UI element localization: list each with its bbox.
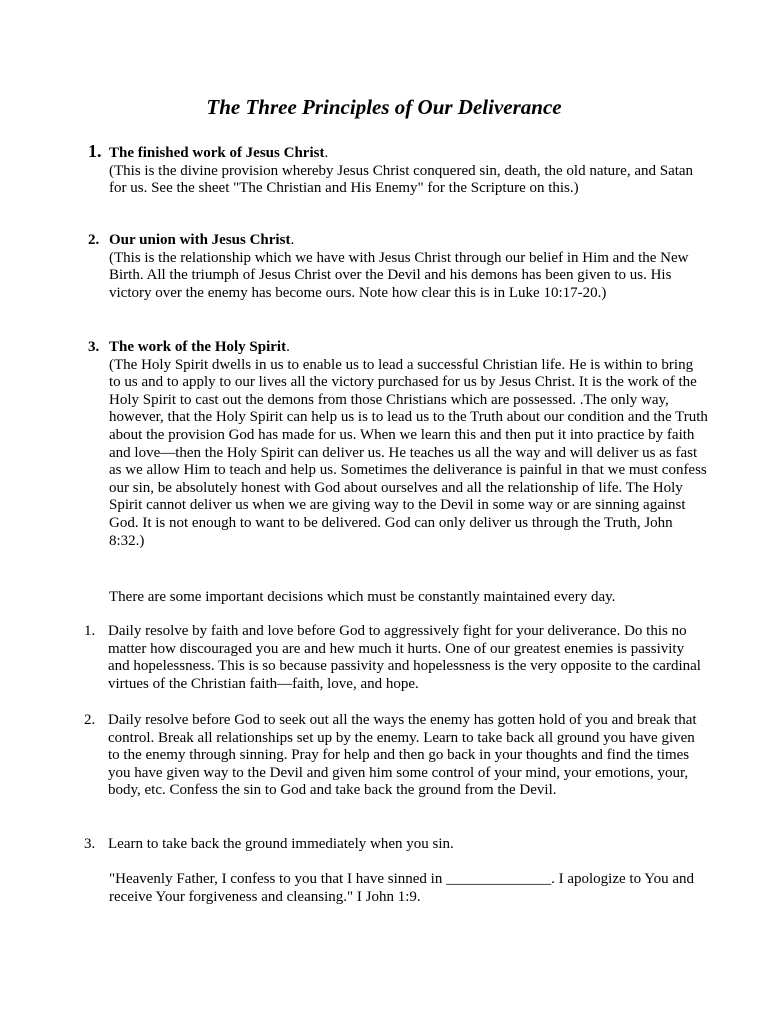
decision-1: [84, 623, 704, 693]
principle-number: 1.: [88, 141, 102, 161]
decision-3: [84, 836, 704, 854]
decision-text: Daily resolve by faith and love before God to aggressively fight for your deliverance. Do this no matter how discouraged you are and hew much it hurts. One of our greatest enemies is passivity and hopelessness. This is so because passivity and hopelessness is the very opposite to the cardinal virtues of the Christian faith—faith, love, and hope.: [108, 623, 701, 692]
decision-text: Daily resolve before God to seek out all the ways the enemy has gotten hold of you and break that control. Break all relationships set up by the enemy. Learn to take back all ground you have given to the enemy through sinning. Pray for help and then go back in your thoughts and find the times you have given way to the Devil and given him some control of your mind, your emotions, your, body, etc. Confess the sin to God and take back the ground from the Devil.: [108, 712, 697, 799]
principle-text: (This is the divine provision whereby Jesus Christ conquered sin, death, the old nature, and Satan for us. See the sheet "The Christian and His Enemy" for the Scripture on this.): [109, 162, 694, 197]
decision-text: Learn to take back the ground immediately when you sin.: [108, 836, 454, 852]
decision-number: 3.: [84, 836, 96, 852]
principle-heading-punct: .: [324, 145, 329, 161]
principle-2: [88, 232, 708, 302]
principle-number: 3.: [88, 339, 100, 355]
principle-heading: The work of the Holy Spirit: [109, 339, 287, 355]
principle-text: (The Holy Spirit dwells in us to enable us to lead a successful Christian life. He is within to bring to us and to apply to our lives all the victory purchased for us by Jesus Christ. It is the work of the Holy Spirit to cast out the demons from those Christians which are possessed. .The only way, however, that the Holy Spirit can help us is to lead us to the Truth about our condition and the Truth about the provision God has made for us. When we learn this and then put it into practice by faith and love—then the Holy Spirit can deliver us. He teaches us all the way and will deliver us as fast as we allow Him to teach and help us. Sometimes the deliverance is painful in that we must confess our sin, be absolutely honest with God about ourselves and all the relationship of life. The Holy Spirit cannot deliver us when we are giving way to the Devil in some way or are sinning against God. It is not enough to want to be delivered. God can only deliver us through the Truth, John 8:32.): [109, 356, 708, 549]
principle-heading: The finished work of Jesus Christ: [109, 145, 325, 161]
decision-number: 2.: [84, 712, 96, 728]
document-title: The Three Principles of Our Deliverance: [206, 95, 562, 119]
principle-number: 2.: [88, 232, 100, 248]
principle-text: (This is the relationship which we have with Jesus Christ through our belief in Him and the New Birth. All the triumph of Jesus Christ over the Devil and his demons has been given to us. His victory over the enemy has become ours. Note how clear this is in Luke 10:17-20.): [109, 249, 689, 301]
decision-2: [84, 712, 704, 800]
principle-heading: Our union with Jesus Christ: [109, 232, 291, 248]
principle-heading-punct: .: [290, 232, 295, 248]
decision-number: 1.: [84, 623, 96, 639]
principle-heading-punct: .: [286, 339, 290, 355]
prayer-text: "Heavenly Father, I confess to you that I have sinned in ______________. I apologize to You and receive Your forgiveness and cleansing." I John 1:9.: [109, 871, 694, 905]
principle-3: [88, 339, 708, 550]
principle-1: [88, 141, 708, 198]
decisions-intro: There are some important decisions which must be constantly maintained every day.: [109, 589, 616, 605]
